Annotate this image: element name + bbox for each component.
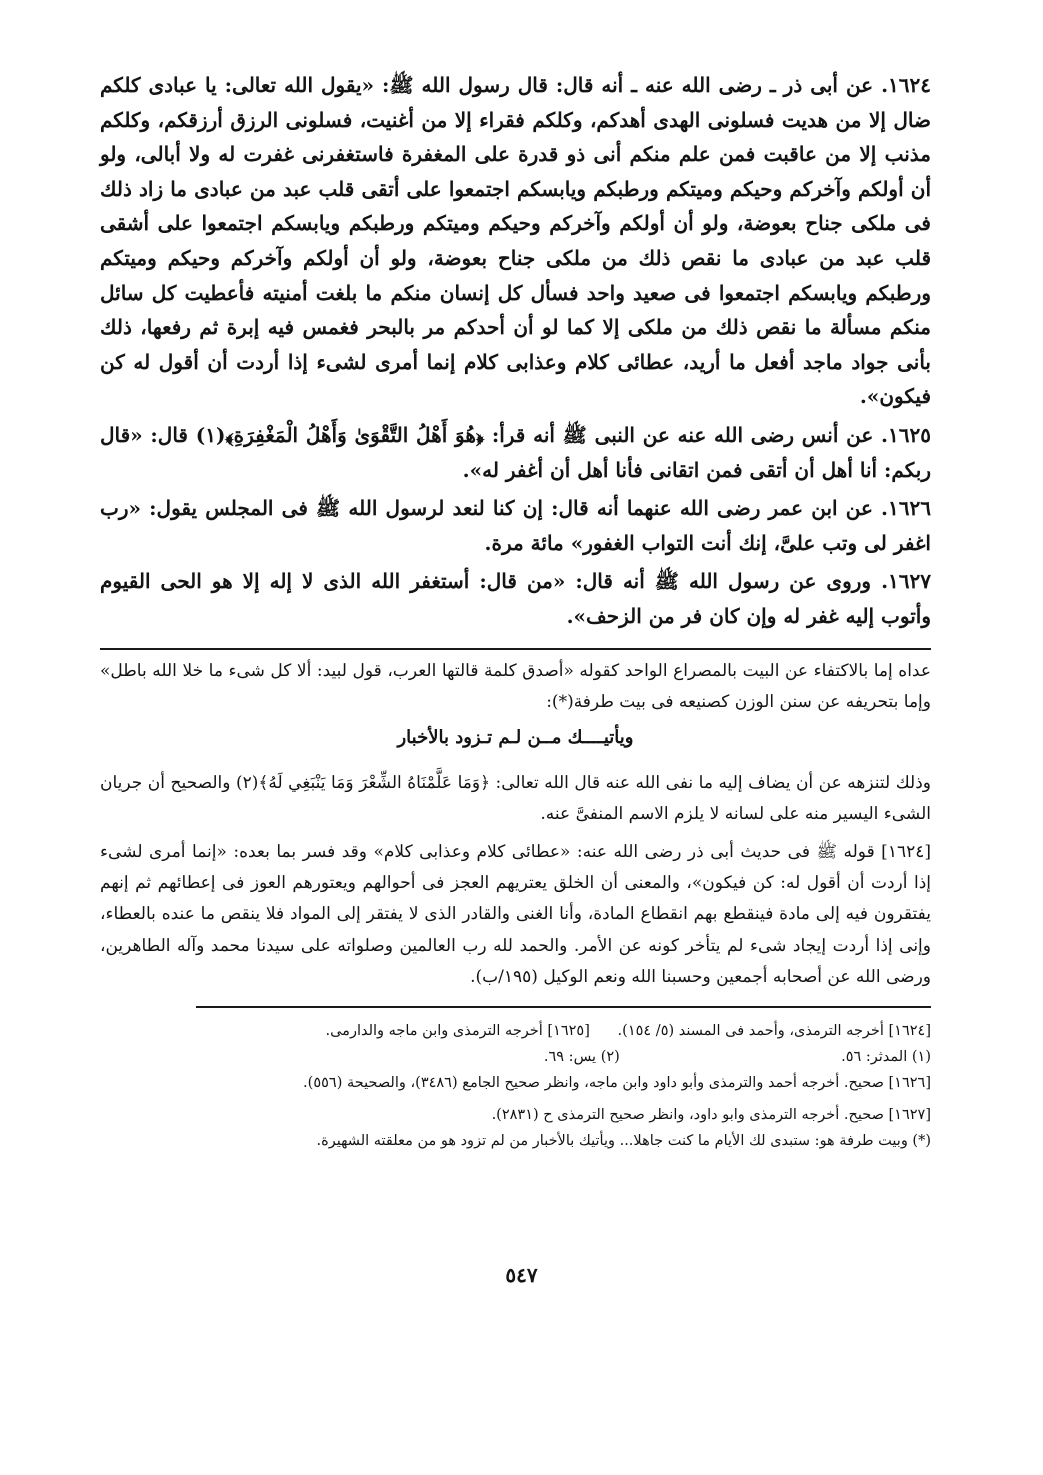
hadith-1626: ١٦٢٦. عن ابن عمر رضى الله عنهما أنه قال: إن كنا لنعد لرسول الله ﷺ فى المجلس يقول: «رب اغفر لى وتب علىَّ، إنك أنت التواب الغفور» مائة مرة. [100,496,931,555]
commentary-section [100,656,931,994]
commentary-paragraph: عداه إما بالاكتفاء عن البيت بالمصراع الواحد كقوله «أصدق كلمة قالتها العرب، قول لبيد: ألا كل شىء ما خلا الله باطل» وإما بتحريفه عن سنن الوزن كصنيعه فى بيت طرفة(*): [100,660,931,712]
hadith-1624: ١٦٢٤. عن أبى ذر ـ رضى الله عنه ـ أنه قال: قال رسول الله ﷺ: «يقول الله تعالى: يا عبادى كلكم ضال إلا من هديت فسلونى الهدى أهدكم، وكلكم فقراء إلا من أغنيت، فسلونى الرزق أرزقكم، وكلكم مذنب إلا من عاقبت فمن علم منكم أنى ذو قدرة على المغفرة فاستغفرنى غفرت له ولا أبالى، ولو أن أولكم وآخركم وحيكم وميتكم ورطبكم ويابسكم اجتمعوا على أتقى قلب عبد من عبادى ما زاد ذلك فى ملكى جناح بعوضة، ولو أن أولكم وآخركم وحيكم وميتكم ورطبكم ويابسكم اجتمعوا على أشقى قلب عبد من عبادى ما نقص ذلك من ملكى جناح بعوضة، ولو أن أولكم وآخركم وحيكم وميتكم ورطبكم ويابسكم اجتمعوا فى صعيد واحد فسأل كل إنسان منكم ما بلغت أمنيته فأعطيت كل سائل منكم مسألة ما نقص ذلك من ملكى إلا كما لو أن أحدكم مر بالبحر فغمس فيه إبرة ثم رفعها، ذلك بأنى جواد ماجد أفعل ما أريد، عطائى كلام وعذابى كلام إنما أمرى لشىء إذا أردت أن أقول له كن فيكون». [100,73,932,409]
footnotes-section [100,1018,931,1154]
page-number: ٥٤٧ [505,1263,538,1287]
footnote-line [100,1044,931,1070]
footnote-divider [196,1006,931,1008]
footnote-item: (٢) يس: ٦٩. [543,1048,620,1065]
footnote-item: (١) المدثر: ٥٦. [841,1048,931,1065]
hadith-text: وروى عن رسول الله ﷺ أنه قال: «من قال: أستغفر الله الذى لا إله إلا هو الحى القيوم وأتوب إليه غفر له وإن كان فر من الزحف». [100,569,931,628]
footnote-line: [١٦٢٦] صحيح. أخرجه أحمد والترمذى وأبو داود وابن ماجه، وانظر صحيح الجامع (٣٤٨٦)، والصحيحة (٥٥٦). [303,1074,931,1091]
hadith-number: ١٦٢٦ [888,496,931,521]
hadith-number: ١٦٢٥ [888,422,931,447]
hadith-number: ١٦٢٧ [888,569,931,594]
commentary-paragraph: وذلك لتنزهه عن أن يضاف إليه ما نفى الله عنه قال الله تعالى: ﴿وَمَا عَلَّمْنَاهُ الشِّعْرَ وَمَا يَنْبَغِي لَهُ﴾(٢) والصحيح أن جريان الشىء اليسير منه على لسانه لا يلزم الاسم المنفىَّ عنه. [100,772,931,825]
footnote-line: (*) وبيت طرفة هو: ستبدى لك الأيام ما كنت جاهلا... ويأتيك بالأخبار من لم تزود هو من معلقته الشهيرة. [316,1132,931,1149]
footnote-line [100,1018,931,1044]
hadith-1627: ١٦٢٧. وروى عن رسول الله ﷺ أنه قال: «من قال: أستغفر الله الذى لا إله إلا هو الحى القيوم وأتوب إليه غفر له وإن كان فر من الزحف». [100,569,931,628]
hadith-text: عن أبى ذر ـ رضى الله عنه ـ أنه قال: قال رسول الله ﷺ: «يقول الله تعالى: يا عبادى كلكم ضال إلا من هديت فسلونى الهدى أهدكم، وكلكم فقراء إلا من أغنيت، فسلونى الرزق أرزقكم، وكلكم مذنب إلا من عاقبت فمن علم منكم أنى ذو قدرة على المغفرة فاستغفرنى غفرت له ولا أبالى، ولو أن أولكم وآخركم وحيكم وميتكم ورطبكم ويابسكم اجتمعوا على أتقى قلب عبد من عبادى ما زاد ذلك فى ملكى جناح بعوضة، ولو أن أولكم وآخركم وحيكم وميتكم ورطبكم ويابسكم اجتمعوا على أشقى قلب عبد من عبادى ما نقص ذلك من ملكى جناح بعوضة، ولو أن أولكم وآخركم وحيكم وميتكم ورطبكم ويابسكم اجتمعوا فى صعيد واحد فسأل كل إنسان منكم ما بلغت أمنيته فأعطيت كل سائل منكم مسألة ما نقص ذلك من ملكى إلا كما لو أن أحدكم مر بالبحر فغمس فيه إبرة ثم رفعها، ذلك بأنى جواد ماجد أفعل ما أريد، عطائى كلام وعذابى كلام إنما أمرى لشىء إذا أردت أن أقول له كن فيكون». [100,73,932,409]
hadith-number: ١٦٢٤ [888,73,931,97]
hadith-section [100,68,931,634]
hadith-1625: ١٦٢٥. عن أنس رضى الله عنه عن النبى ﷺ أنه قرأ: ﴿هُوَ أَهْلُ التَّقْوَىٰ وَأَهْلُ الْمَغْفِرَةِ﴾(١) قال: «قال ربكم: أنا أهل أن أتقى فمن اتقانى فأنا أهل أن أغفر له». [100,422,931,482]
poetry-verse: ويأتيــــك مــن لـم تـزود بالأخبار [397,727,634,749]
footnote-item: [١٦٢٤] أخرجه الترمذى، وأحمد فى المسند (٥/ ١٥٤). [617,1022,931,1039]
hadith-text: عن ابن عمر رضى الله عنهما أنه قال: إن كنا لنعد لرسول الله ﷺ فى المجلس يقول: «رب اغفر لى وتب علىَّ، إنك أنت التواب الغفور» مائة مرة. [100,496,931,555]
footnote-item: [١٦٢٥] أخرجه الترمذى وابن ماجه والدارمى. [325,1022,590,1039]
section-divider [100,648,931,650]
footnote-line: [١٦٢٧] صحيح. أخرجه الترمذى وابو داود، وانظر صحيح الترمذى ح (٢٨٣١). [491,1106,931,1123]
hadith-text: عن أنس رضى الله عنه عن النبى ﷺ أنه قرأ: ﴿هُوَ أَهْلُ التَّقْوَىٰ وَأَهْلُ الْمَغْفِرَةِ﴾(١) قال: «قال ربكم: أنا أهل أن أتقى فمن اتقانى فأنا أهل أن أغفر له». [100,422,931,482]
commentary-paragraph: [١٦٢٤] قوله ﷺ فى حديث أبى ذر رضى الله عنه: «عطائى كلام وعذابى كلام» وقد فسر بما بعده: «إنما أمرى لشىء إذا أردت أن أقول له: كن فيكون»، والمعنى أن الخلق يعتريهم العجز فى أحوالهم ويعتورهم العوز فى إعطائهم ثم إنهم يفتقرون فيه إلى مادة فينقطع بهم انقطاع المادة، وأنا الغنى والقادر الذى لا يفتقر إلى المواد فلا ينقص ما عنده بالعطاء، وإنى إذا أردت إيجاد شىء لم يتأخر كونه عن الأمر. والحمد لله رب العالمين وصلواته على سيدنا محمد وآله الطاهرين، ورضى الله عن أصحابه أجمعين وحسبنا الله ونعم الوكيل (١٩٥/ب). [100,841,931,988]
